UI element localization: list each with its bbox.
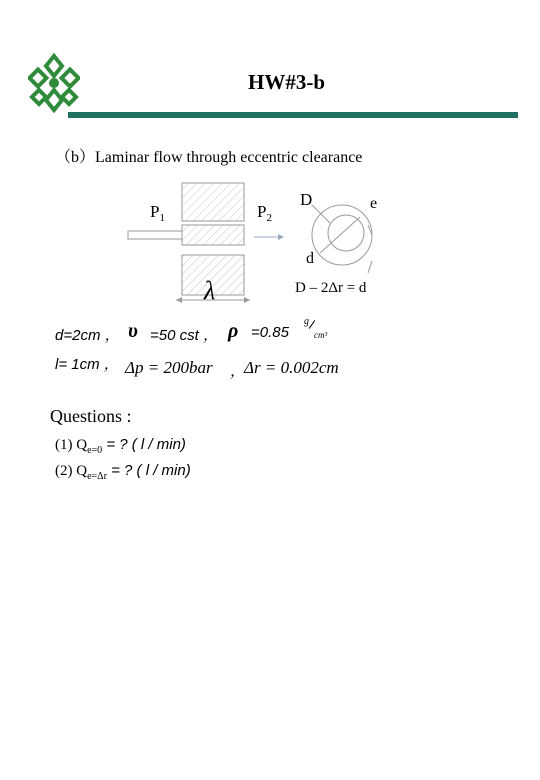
- length-label: λ: [204, 276, 216, 305]
- question-1: (1) $Q_{e=0}$ = ? ( l / min): [55, 436, 186, 456]
- given-diameter: d=2cm ，: [55, 327, 120, 344]
- given-viscosity: =50 cst ，: [150, 327, 218, 344]
- title-rule: [68, 112, 518, 118]
- given-separator: ，: [230, 363, 246, 380]
- nu-symbol: υ: [128, 320, 138, 342]
- eccentricity-label: e: [370, 195, 378, 212]
- density-unit-slash: [309, 320, 316, 329]
- rho-symbol: ρ: [228, 320, 239, 342]
- piston: [182, 225, 244, 245]
- small-d-label: d: [306, 250, 314, 267]
- density-unit-denominator: cm³: [314, 330, 328, 340]
- university-logo: [28, 52, 80, 114]
- given-density: =0.85: [251, 324, 289, 341]
- questions-heading: Questions :: [50, 406, 132, 426]
- given-radial-offset: Δr = 0.002cm: [244, 358, 339, 377]
- clearance-diagram: [120, 175, 390, 305]
- p1-label: $P_1$: [150, 202, 165, 224]
- upper-block: [182, 183, 244, 221]
- question-2: (2) $Q_{e=\Delta r}$ = ? ( l / min): [55, 462, 191, 482]
- big-d-label: D: [300, 190, 313, 209]
- density-unit-numerator: g: [304, 316, 309, 327]
- relation-label: D – 2Δr = d: [295, 280, 367, 296]
- section-subtitle: （b）Laminar flow through eccentric clearance: [55, 149, 363, 166]
- given-length: l= 1cm ，: [55, 356, 119, 373]
- given-pressure-drop: Δp = 200bar: [125, 358, 213, 377]
- p2-label: $P_2$: [257, 202, 272, 224]
- inner-circle: [328, 215, 364, 251]
- piston-rod: [128, 231, 182, 239]
- page-title: HW#3-b: [248, 70, 326, 94]
